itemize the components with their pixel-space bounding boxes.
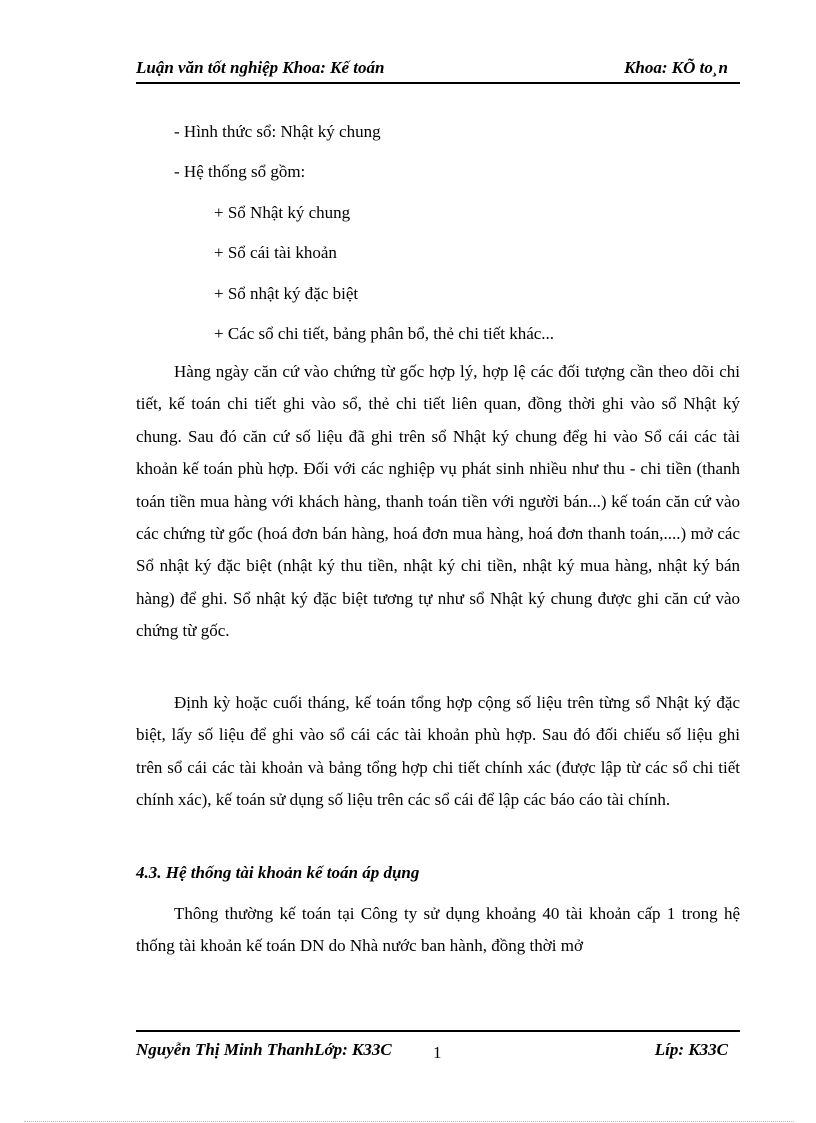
footer-right-text: Líp: K33C [654, 1040, 728, 1059]
page-header [136, 56, 740, 84]
page-number: 1 [433, 1043, 442, 1062]
page-edge-divider [24, 1121, 794, 1122]
paragraph-daily-recording: Hàng ngày căn cứ vào chứng từ gốc hợp lý, hợp lệ các đối tượng cần theo dõi chi tiết, kế toán chi tiết ghi vào sổ, thẻ chi tiết liên quan, đồng thời ghi vào sổ Nhật ký chung. Sau đó căn cứ số liệu đã ghi trên sổ Nhật ký chung đểg hi vào Sổ cái các tài khoản kế toán phù hợp. Đối với các nghiệp vụ phát sinh nhiều như thu - chi tiền (thanh toán tiền mua hàng với khách hàng, thanh toán tiền với người bán...) kế toán căn cứ vào các chứng từ gốc (hoá đơn bán hàng, hoá đơn mua hàng, hoá đơn thanh toán,....) mở các Sổ nhật ký đặc biệt (nhật ký thu tiền, nhật ký chi tiền, nhật ký mua hàng, nhật ký bán hàng) để ghi. Sổ nhật ký đặc biệt tương tự như sổ Nhật ký chung được ghi căn cứ vào chứng từ gốc. [136, 362, 740, 641]
section-heading: 4.3. Hệ thống tài khoản kế toán áp dụng [136, 863, 420, 882]
bullet-book-system: - Hệ thống sổ gồm: [174, 162, 306, 181]
sub-item-ledger: + Sổ cái tài khoản [214, 243, 337, 262]
sub-item-special-journal: + Sổ nhật ký đặc biệt [214, 284, 359, 303]
header-right-text: Khoa: KÕ to¸n [624, 58, 728, 77]
sub-item-general-journal: + Sổ Nhật ký chung [214, 203, 351, 222]
header-left-text: Luận văn tốt nghiệp Khoa: Kế toán [136, 58, 385, 77]
page-footer [136, 1030, 740, 1059]
sub-item-detail-books: + Các sổ chi tiết, bảng phân bổ, thẻ chi tiết khác... [214, 324, 555, 343]
paragraph-periodic-summary: Định kỳ hoặc cuối tháng, kế toán tổng hợp cộng số liệu trên từng sổ Nhật ký đặc biệt, lấy số liệu để ghi vào sổ cái các tài khoản phù hợp. Sau đó đối chiếu số liệu ghi trên sổ cái các tài khoản và bảng tổng hợp chi tiết chính xác (được lập từ các sổ chi tiết chính xác), kế toán sử dụng số liệu trên các sổ cái để lập các báo cáo tài chính. [136, 693, 740, 810]
bullet-book-form: - Hình thức sổ: Nhật ký chung [174, 122, 381, 141]
paragraph-accounts: Thông thường kế toán tại Công ty sử dụng khoảng 40 tài khoản cấp 1 trong hệ thống tài khoản kế toán DN do Nhà nước ban hành, đồng thời mở [136, 904, 740, 956]
footer-left-text: Nguyễn Thị Minh ThanhLớp: K33C [136, 1040, 392, 1059]
